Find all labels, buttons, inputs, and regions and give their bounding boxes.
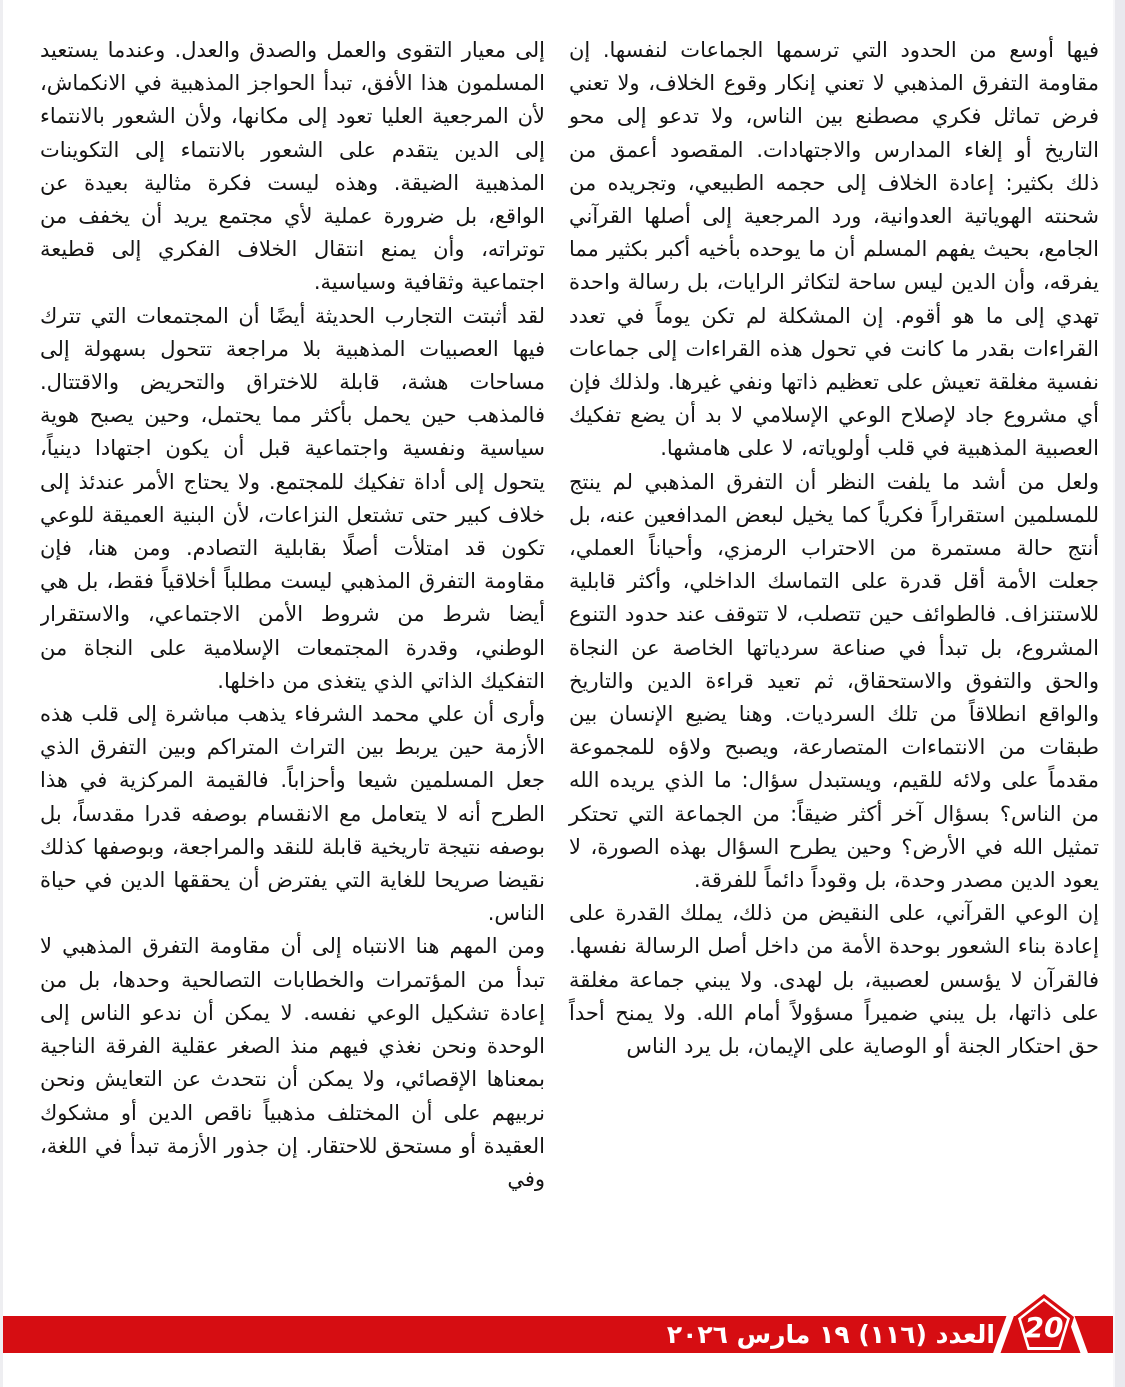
paragraph-right-1: فيها أوسع من الحدود التي ترسمها الجماعات لنفسها. إن مقاومة التفرق المذهبي لا تعني إنكار وقوع الخلاف، ولا تعني فرض تماثل فكري مصطنع بين الناس، ولا تدعو إلى محو التاريخ أو إلغاء المدارس والاجتهادات. المقصود أعمق من ذلك بكثير: إعادة الخلاف إلى حجمه الطبيعي، وتجريده من شحنته الهوياتية العدوانية، ورد المرجعية إلى أصلها القرآني الجامع، بحيث يفهم المسلم أن ما يوحده بأخيه أكبر بكثير مما يفرقه، وأن الدين ليس ساحة لتكاثر الرايات، بل رسالة واحدة تهدي إلى ما هو أقوم. إن المشكلة لم تكن يوماً في تعدد القراءات بقدر ما كانت في تحول هذه القراءات إلى جماعات نفسية مغلقة تعيش على تعظيم ذاتها ونفي غيرها. ولذلك فإن أي مشروع جاد لإصلاح الوعي الإسلامي لا بد أن يضع تفكيك العصبية المذهبية في قلب أولوياته، لا على هامشها. <box>569 38 1099 461</box>
footer-issue-bar <box>0 1316 1113 1353</box>
paragraph-left-1: إلى معيار التقوى والعمل والصدق والعدل. وعندما يستعيد المسلمون هذا الأفق، تبدأ الحواجز المذهبية في الانكماش، لأن المرجعية العليا تعود إلى مكانها، ولأن الشعور بالانتماء إلى الدين يتقدم على الشعور بالانتماء إلى التكوينات المذهبية الضيقة. وهذه ليست فكرة مثالية بعيدة عن الواقع، بل ضرورة عملية لأي مجتمع يريد أن يخفف من توتراته، وأن يمنع انتقال الخلاف الفكري إلى قطيعة اجتماعية وثقافية وسياسية. <box>40 38 545 295</box>
column-right <box>569 34 1099 1301</box>
paragraph-left-2: لقد أثبتت التجارب الحديثة أيضًا أن المجتمعات التي تترك فيها العصبيات المذهبية بلا مراجعة تتحول بسهولة إلى مساحات هشة، قابلة للاختراق والتحريض والاقتتال. فالمذهب حين يحمل بأكثر مما يحتمل، وحين يصبح هوية سياسية ونفسية واجتماعية قبل أن يكون اجتهادا دينياً، يتحول إلى أداة تفكيك للمجتمع. ولا يحتاج الأمر عندئذ إلى خلاف كبير حتى تشتعل النزاعات، لأن البنية العميقة للوعي تكون قد امتلأت أصلًا بقابلية التصادم. ومن هنا، فإن مقاومة التفرق المذهبي ليست مطلباً أخلاقياً فقط، بل هي أيضا شرط من شروط الأمن الاجتماعي، والاستقرار الوطني، وقدرة المجتمعات الإسلامية على النجاة من التفكيك الذاتي الذي يتغذى من داخلها. <box>40 303 545 693</box>
paragraph-left-3: وأرى أن علي محمد الشرفاء يذهب مباشرة إلى قلب هذه الأزمة حين يربط بين التراث المتراكم وبين التفرق الذي جعل المسلمين شيعا وأحزاباً. فالقيمة المركزية في هذا الطرح أنه لا يتعامل مع الانقسام بوصفه قدرا مقدساً، بل بوصفه نتيجة تاريخية قابلة للنقد والمراجعة، وبوصفها كذلك نقيضا صريحا للغاية التي يفترض أن يحققها الدين في حياة الناس. <box>40 702 545 926</box>
page-edge-shadow-right <box>1113 0 1125 1387</box>
article-body <box>40 34 1099 1301</box>
page-number-badge <box>1014 1294 1074 1353</box>
issue-date-label: العدد (١١٦) ١٩ مارس ٢٠٢٦ <box>666 1320 995 1349</box>
column-left <box>40 34 545 1301</box>
paragraph-right-3: إن الوعي القرآني، على النقيض من ذلك، يملك القدرة على إعادة بناء الشعور بوحدة الأمة من داخل أصل الرسالة نفسها. فالقرآن لا يؤسس لعصبية، بل لهدى. ولا يبني جماعة مغلقة على ذاتها، بل يبني ضميراً مسؤولاً أمام الله. ولا يمنح أحداً حق احتكار الجنة أو الوصاية على الإيمان، بل يرد الناس <box>569 901 1099 1059</box>
paragraph-left-4: ومن المهم هنا الانتباه إلى أن مقاومة التفرق المذهبي لا تبدأ من المؤتمرات والخطابات التصالحية وحدها، بل من إعادة تشكيل الوعي نفسه. لا يمكن أن ندعو الناس إلى الوحدة ونحن نغذي فيهم منذ الصغر عقلية الفرقة الناجية بمعناها الإقصائي، ولا يمكن أن نتحدث عن التعايش ونحن نربيهم على أن المختلف مذهبياً ناقص الدين أو مشكوك العقيدة أو مستحق للاحتقار. إن جذور الأزمة تبدأ في اللغة، وفي <box>40 934 545 1191</box>
page-edge-shadow-left <box>0 0 3 1387</box>
paragraph-right-2: ولعل من أشد ما يلفت النظر أن التفرق المذهبي لم ينتج للمسلمين استقراراً فكرياً كما يخيل لبعض المدافعين عنه، بل أنتج حالة مستمرة من الاحتراب الرمزي، وأحياناً العملي، جعلت الأمة أقل قدرة على التماسك الداخلي، وأكثر قابلية للاستنزاف. فالطوائف حين تتصلب، لا تتوقف عند حدود التنوع المشروع، بل تبدأ في صناعة سردياتها الخاصة عن النجاة والحق والتفوق والاستحقاق، ثم تعيد قراءة الدين والتاريخ والواقع انطلاقاً من تلك السرديات. وهنا يضيع الإنسان بين طبقات من الانتماءات المتصارعة، ويصبح ولاؤه للمجموعة مقدماً على ولائه للقيم، ويستبدل سؤال: ما الذي يريده الله من الناس؟ بسؤال آخر أكثر ضيقاً: من الجماعة التي تحتكر تمثيل الله في الأرض؟ وحين يطرح السؤال بهذه الصورة، لا يعود الدين مصدر وحدة، بل وقوداً دائماً للفرقة. <box>569 469 1099 893</box>
page-number: 20 <box>1024 1311 1064 1344</box>
